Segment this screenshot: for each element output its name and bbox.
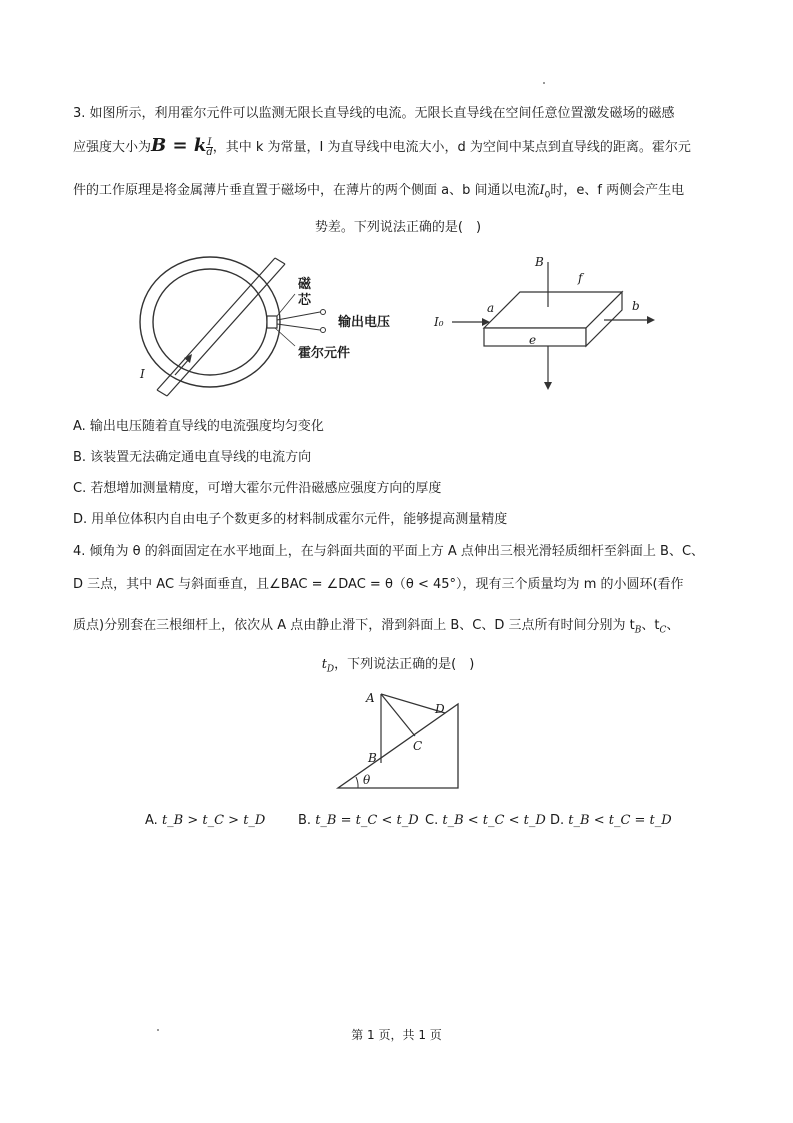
page-footer: 第 1 页，共 1 页	[351, 1028, 442, 1042]
q3-line-2-post: ，其中 k 为常量，I 为直导线中电流大小，d 为空间中某点到直导线的距离。霍尔元	[212, 140, 691, 155]
output-wire-bottom	[277, 324, 320, 330]
hall-plate-figure	[432, 252, 672, 402]
incline-triangle	[338, 704, 458, 788]
f-label: f	[578, 271, 583, 285]
hall-ring-figure	[135, 250, 435, 400]
a-label: a	[487, 301, 495, 315]
current-symbol: I	[539, 183, 545, 198]
core-pointer	[277, 294, 295, 316]
q3-option-c: C. 若想增加测量精度，可增大霍尔元件沿磁感应强度方向的厚度	[73, 481, 442, 496]
wire-end	[275, 258, 285, 264]
fraction-denominator: d	[206, 147, 213, 158]
q3-line-1: 3. 如图所示，利用霍尔元件可以监测无限长直导线的电流。无限长直导线在空间任意位置激发磁场的磁感	[73, 106, 675, 121]
q4-option-a-expr: t_B > t_C > t_D	[161, 813, 266, 828]
e-label: e	[529, 333, 537, 347]
fraction-numerator: I	[207, 137, 212, 148]
q4-line-3	[73, 616, 723, 641]
hall-element-label: 霍尔元件	[298, 346, 351, 361]
sub-c: C	[659, 625, 667, 636]
q3-line-3-pre: 件的工作原理是将金属薄片垂直置于磁场中，在薄片的两个侧面 a、b 间通以电流	[73, 183, 540, 198]
current-subscript: 0	[544, 190, 551, 201]
b-side-label: b	[632, 299, 640, 313]
wire-start	[157, 390, 167, 396]
q4-option-c-expr: t_B < t_C < t_D	[442, 813, 546, 828]
current-out-arrow	[647, 316, 655, 324]
b-field-arrow	[544, 382, 552, 390]
q4-option-d	[550, 811, 672, 831]
q4-line-3-sep2: 、	[666, 618, 680, 633]
terminal-top	[321, 310, 326, 315]
q4-option-c-label: C.	[425, 813, 439, 828]
sub-b: B	[634, 625, 642, 636]
q4-line-3-sep1: 、t	[641, 618, 660, 633]
q4-option-a	[145, 811, 265, 831]
label-c: C	[413, 739, 423, 753]
q3-line-3-post: 时，e、f 两侧会产生电	[550, 183, 685, 198]
wire-line-2	[167, 264, 285, 396]
sub-d: D	[326, 664, 335, 675]
q3-option-a: A. 输出电压随着直导线的电流强度均匀变化	[73, 419, 324, 434]
label-theta: θ	[363, 773, 371, 787]
output-voltage-label: 输出电压	[338, 315, 391, 330]
terminal-bottom	[321, 328, 326, 333]
q3-line-4: 势差。下列说法正确的是( )	[314, 220, 482, 235]
hall-element	[267, 316, 277, 328]
q4-line-4-post: ，下列说法正确的是( )	[334, 657, 475, 672]
b-label: B	[535, 255, 544, 269]
q4-option-c	[425, 811, 546, 831]
output-wire-top	[277, 312, 320, 320]
q3-line-2	[73, 136, 723, 158]
q4-line-4	[73, 655, 723, 680]
label-d: D	[435, 702, 445, 716]
q4-line-1: 4. 倾角为 θ 的斜面固定在水平地面上，在与斜面共面的平面上方 A 点伸出三根光滑轻质细杆至斜面上 B、C、	[73, 544, 705, 559]
rod-ac	[381, 694, 415, 736]
q3-line-3	[73, 181, 723, 206]
label-b: B	[368, 751, 377, 765]
q4-line-2: D 三点，其中 AC 与斜面垂直，且∠BAC = ∠DAC = θ（θ < 45°），现有三个质量均为 m 的小圆环(看作	[73, 577, 684, 592]
t-symbol: t	[321, 657, 327, 672]
formula-b-equals-k: B = k	[151, 135, 207, 156]
i0-label: I₀	[434, 315, 444, 329]
q4-line-3-text: 质点)分别套在三根细杆上，依次从 A 点由静止滑下，滑到斜面上 B、C、D 三点所有时间分别为 t	[73, 618, 635, 633]
label-a: A	[366, 691, 375, 705]
q4-option-d-label: D.	[550, 813, 565, 828]
ring-inner	[153, 269, 267, 375]
q4-option-b-expr: t_B = t_C < t_D	[315, 813, 419, 828]
speck-top	[543, 82, 545, 84]
q4-option-d-expr: t_B < t_C = t_D	[568, 813, 672, 828]
core-label-1: 磁	[298, 277, 312, 292]
q3-line-2-pre: 应强度大小为	[73, 140, 152, 155]
q4-option-b	[298, 811, 419, 831]
incline-figure	[333, 686, 473, 796]
wire-current-label: I	[140, 367, 145, 381]
q4-option-a-label: A.	[145, 813, 158, 828]
q3-option-b: B. 该装置无法确定通电直导线的电流方向	[73, 450, 312, 465]
q3-option-d: D. 用单位体积内自由电子个数更多的材料制成霍尔元件，能够提高测量精度	[73, 512, 508, 527]
q4-option-b-label: B.	[298, 813, 312, 828]
core-label-2: 芯	[298, 293, 312, 308]
theta-arc	[356, 777, 358, 788]
